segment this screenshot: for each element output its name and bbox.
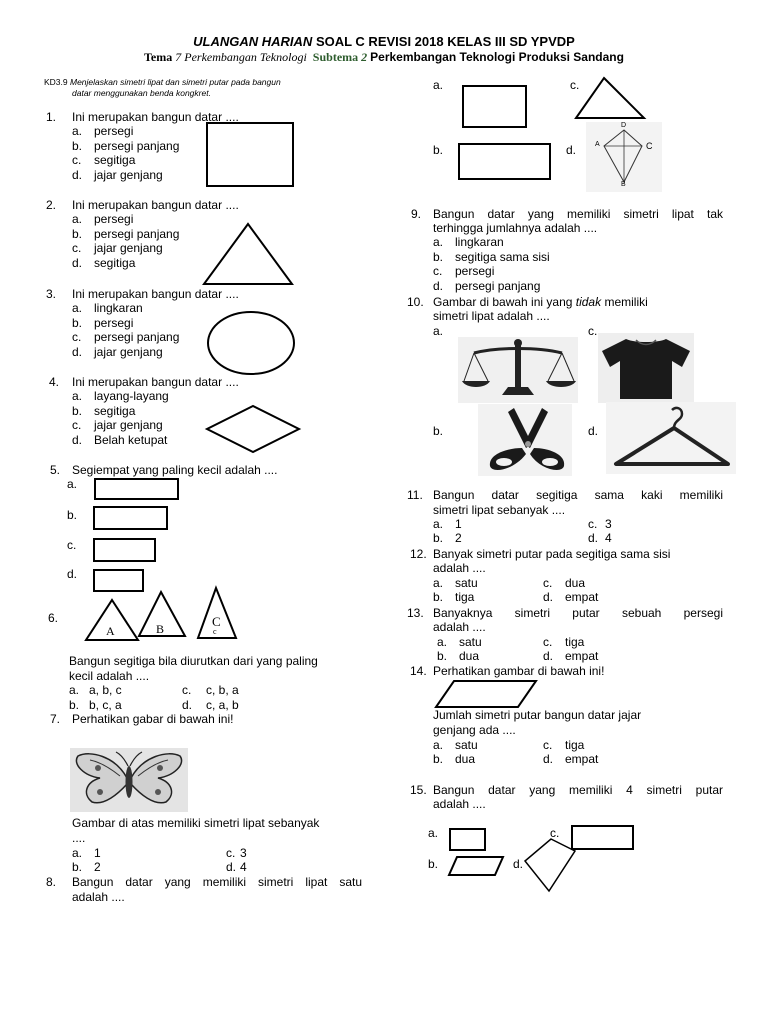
question-10-option-c[interactable]: c. (588, 324, 598, 338)
question-14-option-d[interactable]: empat (565, 752, 599, 766)
question-2-option-c[interactable]: jajar genjang (94, 241, 163, 255)
question-2-stem: Ini merupakan bangun datar .... (72, 198, 239, 212)
rectangle-option-c-shape (571, 825, 635, 851)
question-3-option-c[interactable]: persegi panjang (94, 330, 180, 344)
hanger-image (606, 402, 736, 474)
question-4-option-b[interactable]: segitiga (94, 404, 136, 418)
parallelogram-option-b-shape (447, 855, 505, 877)
question-5-option-c[interactable]: c. (67, 538, 77, 552)
question-14-stem: Perhatikan gambar di bawah ini! (433, 664, 605, 678)
question-15-option-b[interactable]: b. (428, 857, 439, 871)
question-12-option-b[interactable]: tiga (455, 590, 475, 604)
question-9-option-a[interactable]: lingkaran (455, 235, 504, 249)
question-10-option-b[interactable]: b. (433, 424, 444, 438)
scissors-image (478, 404, 572, 476)
question-13-stem-2: adalah .... (433, 620, 486, 634)
question-15-option-a[interactable]: a. (428, 826, 439, 840)
question-2-option-b[interactable]: persegi panjang (94, 227, 180, 241)
question-12-option-c[interactable]: dua (565, 576, 586, 590)
question-3-option-a[interactable]: lingkaran (94, 301, 143, 315)
question-5-option-b[interactable]: b. (67, 508, 78, 522)
question-3-option-d[interactable]: jajar genjang (94, 345, 163, 359)
question-6-option-b[interactable]: b, c, a (89, 698, 122, 712)
question-8-stem-1: Bangun datar yang memiliki simetri lipat satu (72, 875, 362, 889)
question-13-option-c[interactable]: tiga (565, 635, 585, 649)
rhombus-shape (205, 404, 301, 454)
question-7-option-c[interactable]: 3 (240, 846, 247, 860)
question-10-option-d[interactable]: d. (588, 424, 599, 438)
question-15-stem-1: Bangun datar yang memiliki 4 simetri putar (433, 783, 723, 797)
rectangle-option-a-shape (449, 828, 487, 852)
square-shape (206, 122, 296, 188)
rectangle-option-c-shape (93, 538, 157, 564)
kite-option-d-shape (523, 837, 577, 893)
question-4-option-c[interactable]: jajar genjang (94, 418, 163, 432)
tshirt-image (598, 333, 694, 403)
kd-line-1: KD3.9 Menjelaskan simetri lipat dan simetri putar pada bangun (44, 77, 281, 87)
question-9-option-c[interactable]: persegi (455, 264, 495, 278)
parallelogram-shape (434, 679, 538, 709)
question-12-option-d[interactable]: empat (565, 590, 599, 604)
question-1-option-b[interactable]: persegi panjang (94, 139, 180, 153)
question-8-option-b[interactable]: b. (433, 143, 444, 157)
question-15-stem-2: adalah .... (433, 797, 486, 811)
question-6-option-d[interactable]: c, a, b (206, 698, 239, 712)
question-11-option-d[interactable]: 4 (605, 531, 612, 545)
rectangle-option-b-shape (458, 143, 552, 181)
question-11-option-c[interactable]: 3 (605, 517, 612, 531)
question-14-option-b[interactable]: dua (455, 752, 476, 766)
question-5-option-d[interactable]: d. (67, 567, 78, 581)
question-5-option-a[interactable]: a. (67, 477, 78, 491)
question-10-option-a[interactable]: a. (433, 324, 444, 338)
question-8-option-d[interactable]: d. (566, 143, 577, 157)
rectangle-option-b-shape (93, 506, 169, 532)
question-9-stem-1: Bangun datar yang memiliki simetri lipat tak (433, 207, 723, 221)
question-1-option-d[interactable]: jajar genjang (94, 168, 163, 182)
question-7-option-a[interactable]: 1 (94, 846, 101, 860)
butterfly-image (70, 748, 188, 812)
question-10-stem-2: simetri lipat adalah .... (433, 309, 550, 323)
question-15-option-c[interactable]: c. (550, 826, 560, 840)
question-13-option-b[interactable]: dua (459, 649, 480, 663)
question-15-option-d[interactable]: d. (513, 857, 524, 871)
question-9-option-b[interactable]: segitiga sama sisi (455, 250, 550, 264)
triangle-a-label: A (106, 624, 115, 638)
triangle-c-label: C (212, 614, 221, 629)
question-4-stem: Ini merupakan bangun datar .... (72, 375, 239, 389)
question-8-option-c[interactable]: c. (570, 78, 580, 92)
question-3-stem: Ini merupakan bangun datar .... (72, 287, 239, 301)
question-8-stem-2: adalah .... (72, 890, 125, 904)
triangle-b-label: B (156, 622, 165, 636)
question-12-option-a[interactable]: satu (455, 576, 478, 590)
question-2-option-d[interactable]: segitiga (94, 256, 136, 270)
question-14-option-a[interactable]: satu (455, 738, 478, 752)
exam-title: ULANGAN HARIAN SOAL C REVISI 2018 KELAS III SD YPVDP (193, 34, 575, 49)
rectangle-option-a-shape (462, 85, 528, 129)
question-7-option-d[interactable]: 4 (240, 860, 247, 874)
question-13-option-d[interactable]: empat (565, 649, 599, 663)
question-14-after-1: Jumlah simetri putar bangun datar jajar (433, 708, 642, 722)
triangle-shape (202, 222, 294, 286)
question-8-option-a[interactable]: a. (433, 78, 444, 92)
question-5-stem: Segiempat yang paling kecil adalah .... (72, 463, 278, 477)
question-4-option-a[interactable]: layang-layang (94, 389, 169, 403)
question-14-option-c[interactable]: tiga (565, 738, 585, 752)
exam-subtitle: Tema 7 Perkembangan Teknologi Subtema 2 Perkembangan Teknologi Produksi Sandang (144, 50, 624, 64)
triangle-c-small-label: c (213, 627, 217, 636)
question-1-option-c[interactable]: segitiga (94, 153, 136, 167)
question-12-stem-2: adalah .... (433, 561, 486, 575)
question-1-option-a[interactable]: persegi (94, 124, 134, 138)
circle-shape (206, 310, 296, 376)
question-7-after-2: .... (72, 831, 86, 845)
question-10-stem-1: Gambar di bawah ini yang tidak memiliki (433, 295, 648, 309)
question-13-stem-1: Banyaknya simetri putar sebuah persegi (433, 606, 723, 620)
question-7-option-b[interactable]: 2 (94, 860, 101, 874)
question-6-stem-2: kecil adalah .... (69, 669, 150, 683)
question-7-stem: Perhatikan gabar di bawah ini! (72, 712, 234, 726)
question-6-option-a[interactable]: a, b, c (89, 683, 122, 697)
question-13-option-a[interactable]: satu (459, 635, 482, 649)
question-9-option-d[interactable]: persegi panjang (455, 279, 541, 293)
question-11-stem-2: simetri lipat sebanyak .... (433, 503, 566, 517)
question-1-stem: Ini merupakan bangun datar .... (72, 110, 239, 124)
rectangle-option-a-shape (94, 478, 180, 502)
question-9-stem-2: terhingga jumlahnya adalah .... (433, 221, 598, 235)
question-12-stem-1: Banyak simetri putar pada segitiga sama sisi (433, 547, 671, 561)
question-6-stem-1: Bangun segitiga bila diurutkan dari yang paling (69, 654, 318, 668)
question-3-option-b[interactable]: persegi (94, 316, 134, 330)
question-7-after-1: Gambar di atas memiliki simetri lipat sebanyak (72, 816, 320, 830)
question-4-option-d[interactable]: Belah ketupat (94, 433, 168, 447)
question-11-option-b[interactable]: 2 (455, 531, 462, 545)
question-14-after-2: genjang ada .... (433, 723, 516, 737)
question-2-option-a[interactable]: persegi (94, 212, 134, 226)
balance-scale-image (458, 337, 578, 403)
question-6-option-c[interactable]: c, b, a (206, 683, 239, 697)
question-11-stem-1: Bangun datar segitiga sama kaki memiliki (433, 488, 723, 502)
triangle-option-c-shape (574, 76, 646, 120)
question-11-option-a[interactable]: 1 (455, 517, 462, 531)
kd-line-2: datar menggunakan benda kongkret. (72, 88, 211, 98)
